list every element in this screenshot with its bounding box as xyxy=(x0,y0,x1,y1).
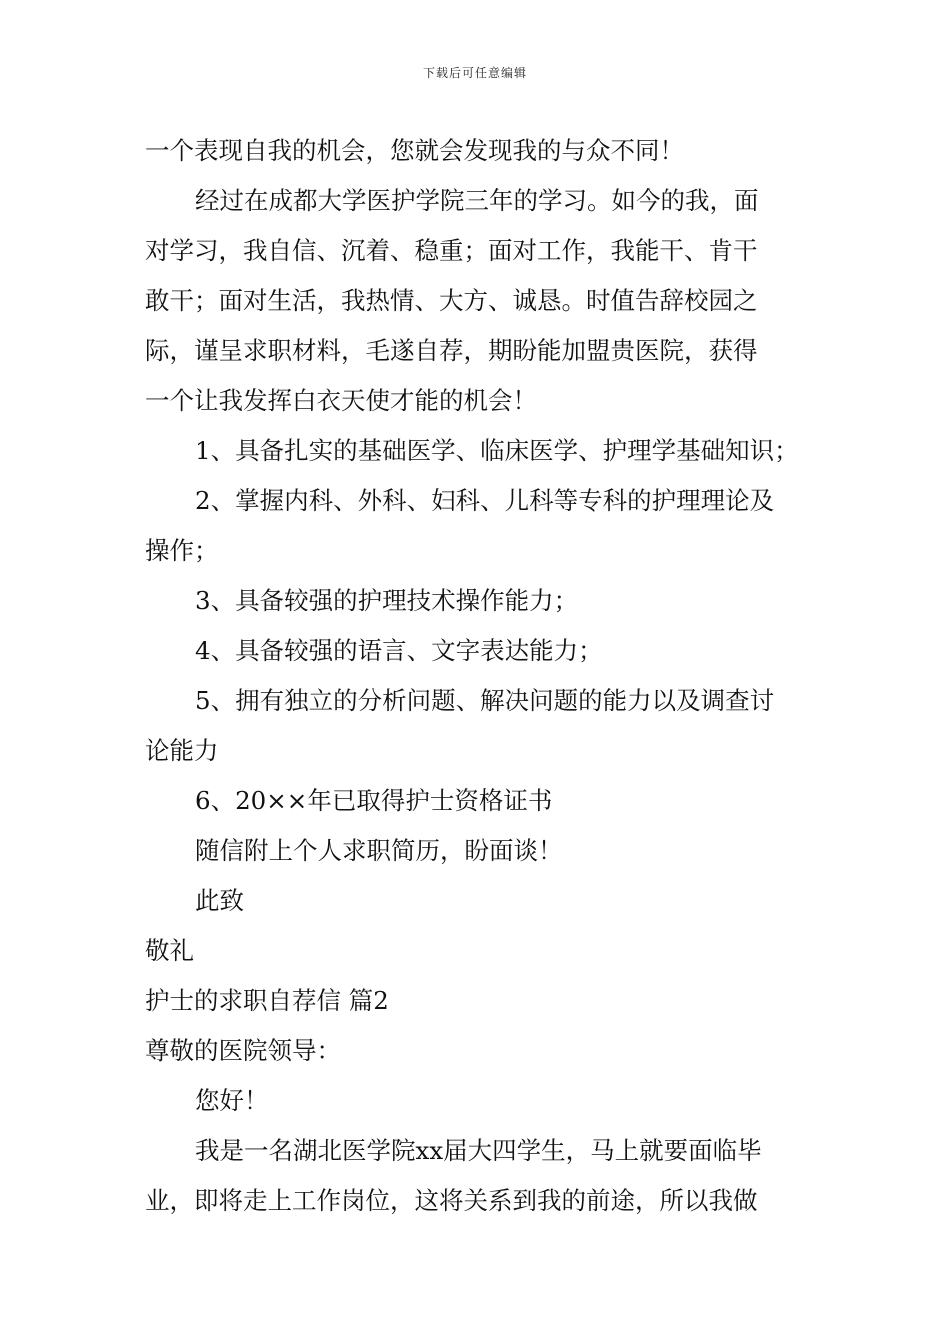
closing-salutation: 此致 xyxy=(195,886,244,915)
list-item: 2、掌握内科、外科、妇科、儿科等专科的护理理论及 xyxy=(195,486,775,515)
text-line: 一个表现自我的机会，您就会发现我的与众不同！ xyxy=(145,136,684,165)
greeting-hello: 您好！ xyxy=(195,1086,269,1115)
list-item: 6、20××年已取得护士资格证书 xyxy=(195,786,553,815)
section-title: 护士的求职自荐信 篇2 xyxy=(145,986,389,1015)
list-item: 4、具备较强的语言、文字表达能力； xyxy=(195,636,603,665)
document-body xyxy=(145,126,809,1226)
text-line: 际，谨呈求职材料，毛遂自荐，期盼能加盟贵医院，获得 xyxy=(145,336,758,365)
text-line: 操作； xyxy=(145,536,219,565)
text-line: 对学习，我自信、沉着、稳重；面对工作，我能干、肯干 xyxy=(145,236,758,265)
text-line: 业，即将走上工作岗位，这将关系到我的前途，所以我做 xyxy=(145,1186,758,1215)
text-line: 敢干；面对生活，我热情、大方、诚恳。时值告辞校园之 xyxy=(145,286,758,315)
text-line: 我是一名湖北医学院xx届大四学生，马上就要面临毕 xyxy=(195,1136,762,1165)
greeting: 尊敬的医院领导： xyxy=(145,1036,341,1065)
text-line: 随信附上个人求职简历，盼面谈！ xyxy=(195,836,563,865)
list-item: 3、具备较强的护理技术操作能力； xyxy=(195,586,579,615)
text-line: 一个让我发挥白衣天使才能的机会！ xyxy=(145,386,537,415)
list-item: 5、拥有独立的分析问题、解决问题的能力以及调查讨 xyxy=(195,686,775,715)
text-line: 论能力 xyxy=(145,736,219,765)
text-line: 经过在成都大学医护学院三年的学习。如今的我，面 xyxy=(195,186,759,215)
page-header: 下载后可任意编辑 xyxy=(422,66,527,80)
closing-regards: 敬礼 xyxy=(145,936,194,965)
list-item: 1、具备扎实的基础医学、临床医学、护理学基础知识； xyxy=(195,436,799,465)
